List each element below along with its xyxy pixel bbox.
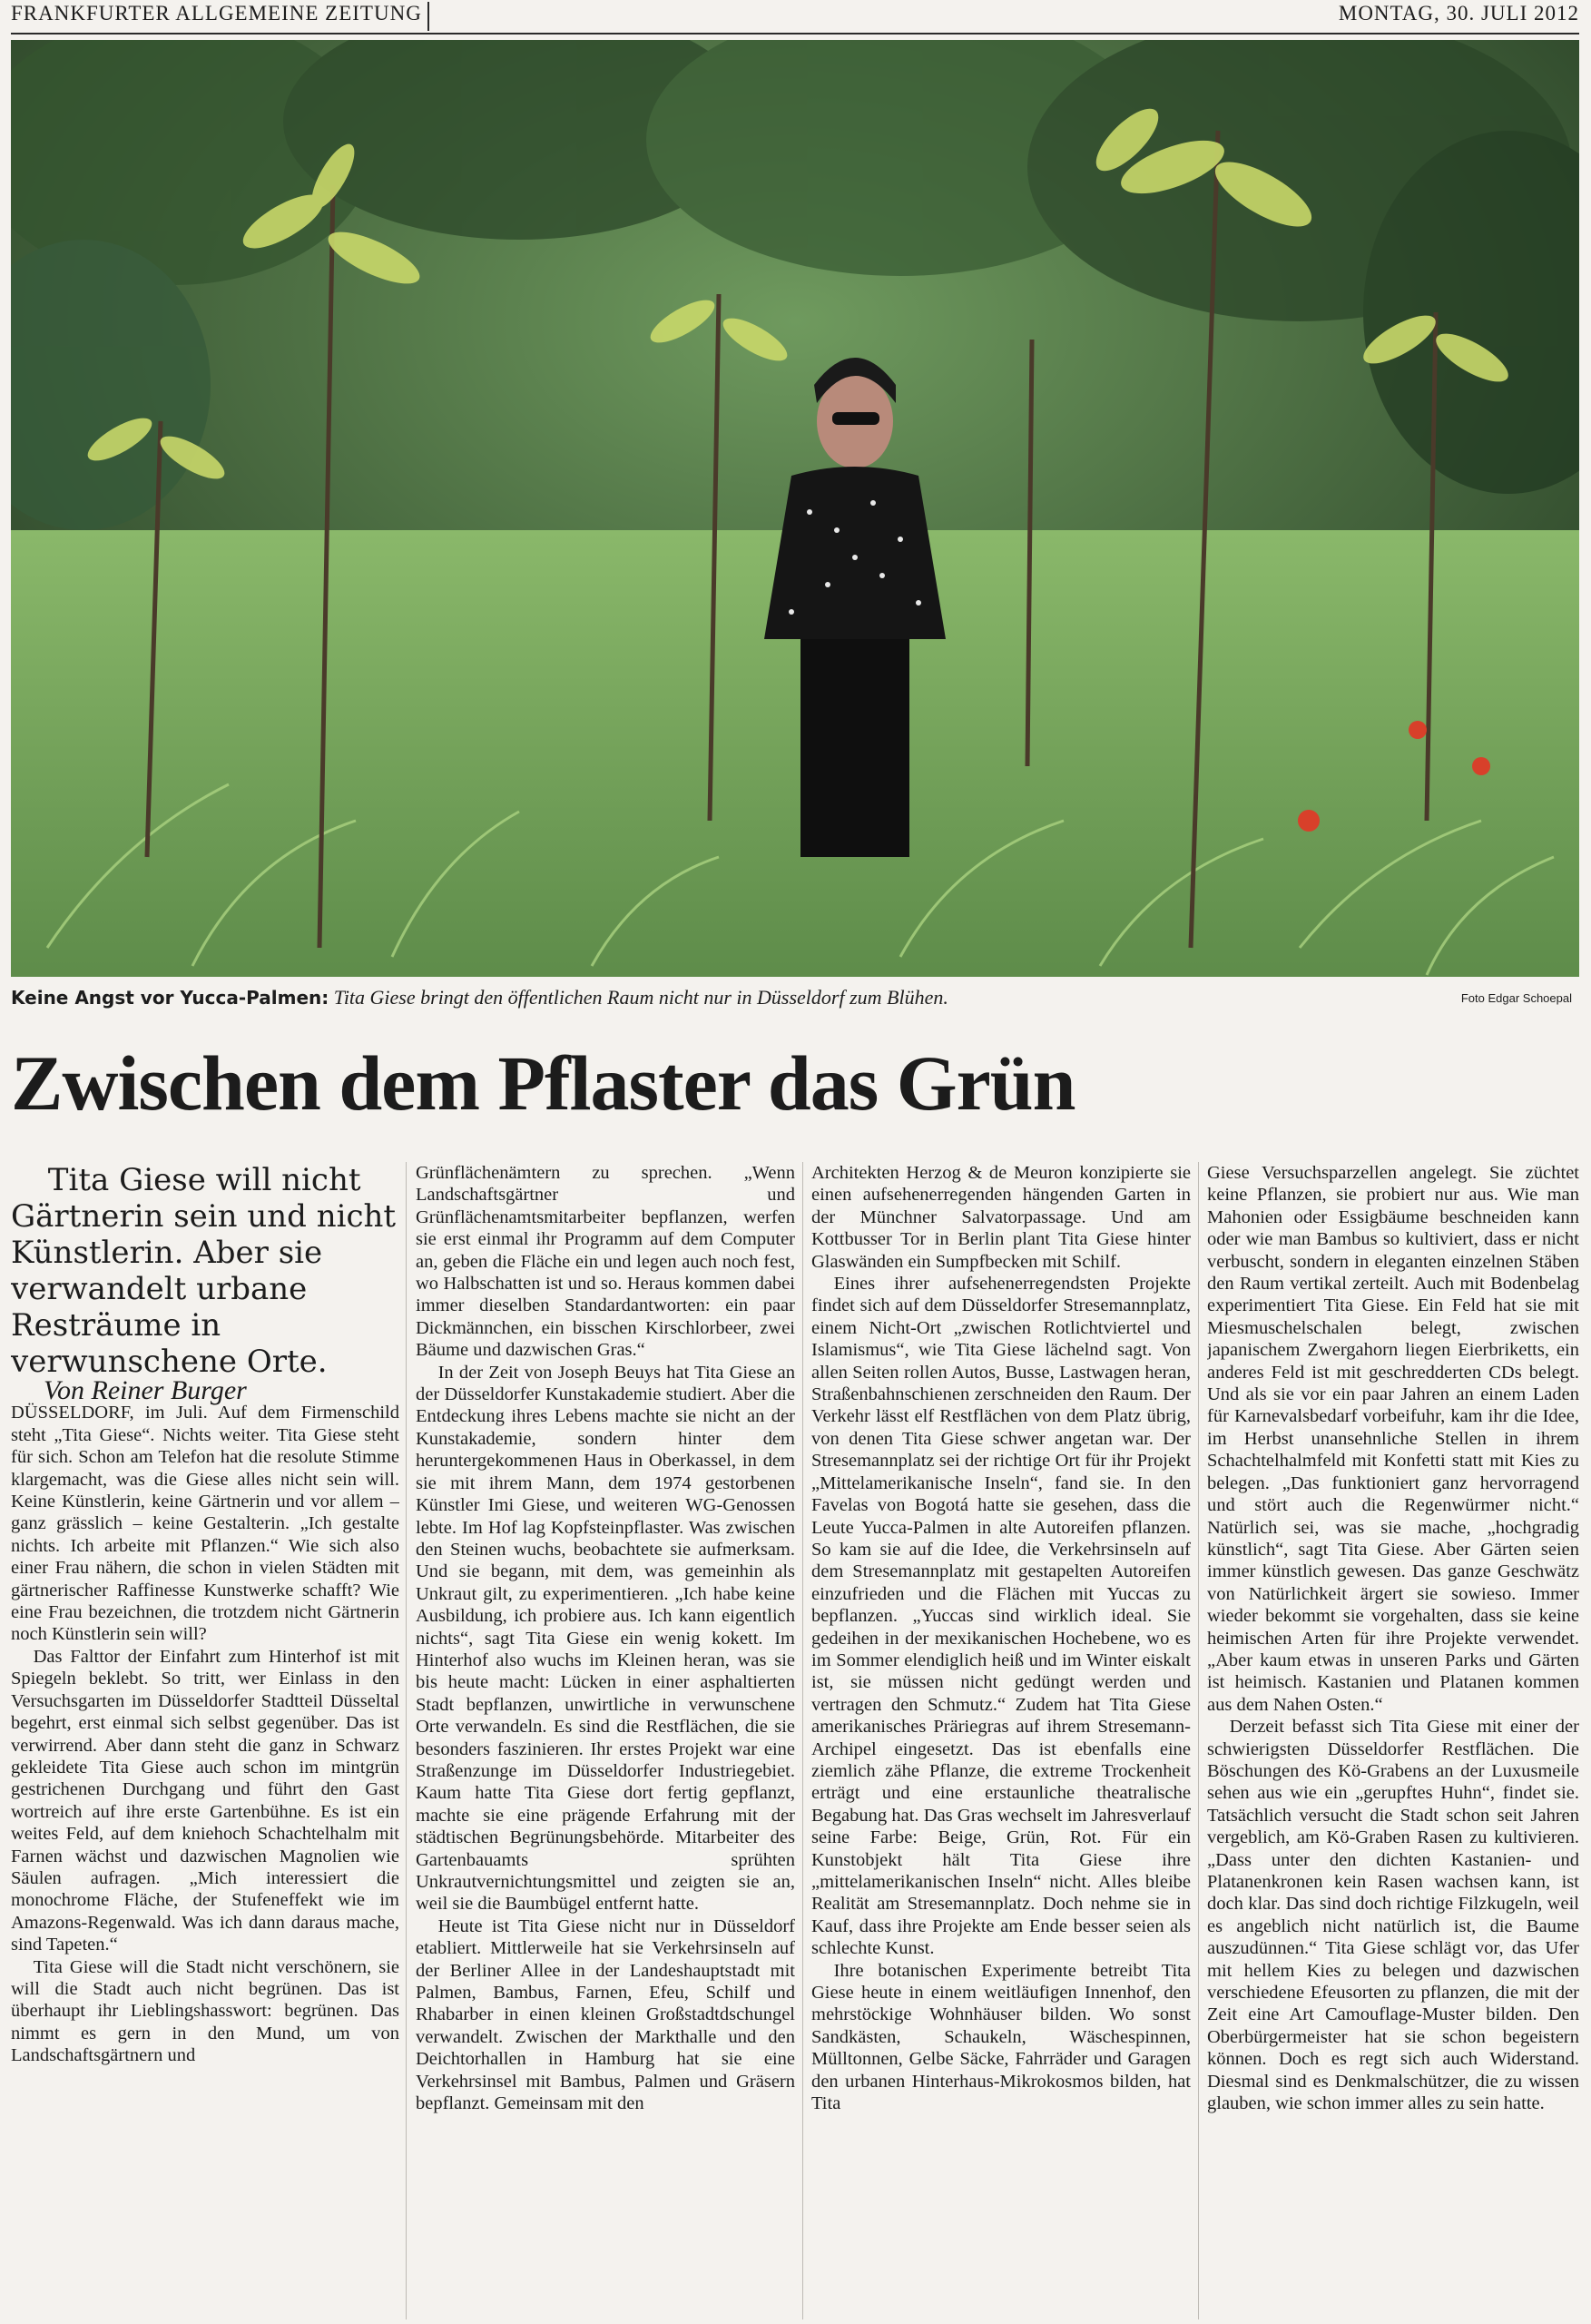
column-rule bbox=[802, 1162, 803, 2319]
garden-photo bbox=[11, 40, 1579, 977]
article-column-3 bbox=[811, 1162, 1191, 2319]
paragraph: Derzeit befasst sich Tita Giese mit einer der schwierigsten Düsseldorfer Restflächen. Die Böschungen des Kö-Grabens an der Luxusmeile sehen aus wie ein „gerupftes Huhn“, findet sie. Tatsächlich versucht die Stadt schon seit Jahren vergeblich, am Kö-Graben Rasen zu kultivieren. „Dass unter den dichten Kastanien- und Platanenkronen kein Rasen wachsen kann, ist doch klar. Das sind doch richtige Filzkugeln, weil es angeblich nicht natürlich ist, die Baume auszudünnen.“ Tita Giese schlägt vor, das Ufer mit hellem Kies zu belegen und dazwischen verschiedene Efeusorten zu pflanzen, die mit der Zeit eine Art Camouflage-Muster bilden. Den Oberbürgermeister hat sie schon begeistern können. Doch es regt sich auch Widerstand. Diesmal sind es Denkmalschützer, die zu wissen glauben, wie schon immer alles zu sein hatte. bbox=[1207, 1717, 1579, 2114]
article-headline: Zwischen dem Pflaster das Grün bbox=[11, 1039, 1075, 1127]
article-column-1 bbox=[11, 1162, 399, 2319]
paragraph: In der Zeit von Joseph Beuys hat Tita Giese an der Düsseldorfer Kunstakademie studiert. Aber die Entdeckung ihres Lebens machte sie nicht an der Kunstakademie, sondern hinter dem heruntergekommenen Haus in Oberkassel, in dem sie mit ihrem Mann, dem 1974 gestorbenen Künstler Imi Giese, und weiteren WG-Genossen lebte. Im Hof lag Kopfsteinpflaster. Was zwischen den Steinen wuchs, beobachtete sie aufmerksam. Und sie begann, mit dem, was gemeinhin als Unkraut gilt, zu experimentieren. „Ich habe keine Ausbildung, ich probiere aus. Ich kann eigentlich nichts“, sagt Tita Giese ein wenig kokett. Im Hinterhof also wuchs im Kleinen heran, was sie bis heute macht: Lücken in einer asphaltierten Stadt bepflanzen, unwirtliche in verwunschene Orte verwandeln. Es sind die Restflächen, die sie besonders faszinieren. Ihr erstes Projekt war eine Straßenzunge im Düsseldorfer Industriegebiet. Kaum hatte Tita Giese dort fertig gepflanzt, machte sie eine prägende Erfahrung mit der städtischen Begrünungsbehörde. Mitarbeiter des Gartenbauamts sprühten Unkrautvernichtungsmittel und zeigten sie an, weil sie die Baumbügel entfernt hatte. bbox=[416, 1362, 795, 1915]
masthead bbox=[11, 0, 1579, 34]
paragraph: Ihre botanischen Experimente betreibt Tita Giese heute in einem weitläufigen Innenhof, den mehrstöckige Wohnhäuser bilden. Wo sonst Sandkästen, Schaukeln, Wäschespinnen, Mülltonnen, Gelbe Säcke, Fahrräder und Garagen den urbanen Hinterhaus-Mikrokosmos bilden, hat Tita bbox=[811, 1960, 1191, 2114]
newspaper-name: FRANKFURTER ALLGEMEINE ZEITUNG bbox=[11, 2, 429, 31]
paragraph: Giese Versuchsparzellen angelegt. Sie züchtet keine Pflanzen, sie probiert nur aus. Wie man Mahonien oder Essigbäume beschneiden kann oder wie man Bambus so kultiviert, dass er nicht verbuscht, sondern in eleganten einzelnen Stäben den Raum vertikal zerteilt. Auch mit Bodenbelag experimentiert Tita Giese. Ein Feld hat sie mit Miesmuschelschalen belegt, zwischen japanischem Zwergahorn liegen Eierbriketts, ein anderes Feld ist mit geschredderten CDs belegt. Und als sie vor ein paar Jahren an einem Laden für Karnevalsbedarf vorbeifuhr, kam ihr die Idee, im Herbst unansehnliche Stellen in ihrem Schachtelhalmfeld mit Konfetti statt mit Kies zu belegen. „Das funktioniert ganz hervorragend und stört auch die Regenwürmer nicht.“ Natürlich sei, was sie mache, „hochgradig künstlich“, sagt Tita Giese. Aber Gärten seien immer künstlich gewesen. Das ganze Geschwätz von Natürlichkeit ärgert sie sowieso. Immer wieder bekommt sie vorgehalten, dass sie keine heimischen Arten für ihre Projekte verwendet. „Aber kaum etwas in unseren Parks und Gärten ist heimisch. Kastanien und Platanen kommen aus dem Nahen Osten.“ bbox=[1207, 1163, 1579, 1715]
issue-date: MONTAG, 30. JULI 2012 bbox=[1338, 2, 1579, 25]
column-rule bbox=[1198, 1162, 1199, 2319]
article-subtitle: Tita Giese will nicht Gärtnerin sein und nicht Künstlerin. Aber sie verwandelt urbane Resträume in verwunschene Orte. bbox=[11, 1162, 397, 1380]
article-column-2 bbox=[416, 1162, 795, 2319]
paragraph: Architekten Herzog & de Meuron konzipierte sie einen aufsehenerregenden hängenden Garten in der Münchner Salvatorpassage. Und am Kottbusser Tor in Berlin plant Tita Giese hinter Glaswänden ein Sumpfbecken mit Schilf. bbox=[811, 1163, 1191, 1272]
paragraph: Heute ist Tita Giese nicht nur in Düsseldorf etabliert. Mittlerweile hat sie Verkehrsinseln auf der Berliner Allee in der Landeshauptstadt mit Palmen, Bambus, Farnen, Efeu, Schilf und Rhabarber in einen kleinen Großstadtdschungel verwandelt. Zwischen der Markthalle und den Deichtorhallen in Hamburg hat sie eine Verkehrsinsel mit Bambus, Palmen und Gräsern bepflanzt. Gemeinsam mit den bbox=[416, 1915, 795, 2114]
garden-photo-illustration bbox=[11, 40, 1579, 977]
article-byline: Von Reiner Burger bbox=[44, 1375, 247, 1405]
caption-text: Tita Giese bringt den öffentlichen Raum nicht nur in Düsseldorf zum Blühen. bbox=[329, 986, 948, 1009]
paragraph: Tita Giese will die Stadt nicht verschönern, sie will die Stadt auch nicht begrünen. Das ist überhaupt ihr Lieblingshasswort: begrünen. Das nimmt es gern in den Mund, um von Landschaftsgärtnern und bbox=[11, 1956, 399, 2066]
paragraph: DÜSSELDORF, im Juli. Auf dem Firmenschild steht „Tita Giese“. Nichts weiter. Tita Giese steht für sich. Schon am Telefon hat die resolute Stimme klargemacht, was die Giese alles nicht sein will. Keine Künstlerin, keine Gärtnerin und vor allem – ganz grässlich – keine Gestalterin. „Ich gestalte nichts. Ich arbeite mit Pflanzen.“ Wie sich also einer Frau nähern, die schon in vielen Städten mit gärtnerischer Raffinesse Kunstwerke schafft? Wie eine Frau bezeichnen, die trotzdem nicht Gärtnerin noch Künstlerin sein will? bbox=[11, 1403, 399, 1645]
paragraph: Grünflächenämtern zu sprechen. „Wenn Landschaftsgärtner und Grünflächenamtsmitarbeiter bepflanzen, werfen sie erst einmal ihr Programm auf dem Computer an, geben die Fläche ein und legen auch noch fest, wo Halbschatten ist und so. Heraus kommen dabei immer dieselben Standardantworten: ein paar Dickmännchen, ein bisschen Kirschlorbeer, zwei Bäume und dazwischen Gras.“ bbox=[416, 1163, 795, 1361]
photo-credit: Foto Edgar Schoepal bbox=[1460, 991, 1572, 1005]
paragraph: Das Falttor der Einfahrt zum Hinterhof ist mit Spiegeln beklebt. So tritt, wer Einlass in den Versuchsgarten im Düsseldorfer Stadtteil Düsseltal begehrt, erst einmal sich selbst gegenüber. Das ist verwirrend. Aber dann steht die ganz in Schwarz gekleidete Tita Giese auch schon im mintgrün gestrichenen Durchgang und führt den Gast wortreich auf ihre erste Gartenbühne. Es ist ein weites Feld, auf dem kniehoch Schachtelhalm mit Farnen wächst und dazwischen Magnolien wie Säulen aufragen. „Mich interessiert die monochrome Fläche, der Stufeneffekt wie im Amazons-Regenwald. Was ich dann daraus mache, sind Tapeten.“ bbox=[11, 1646, 399, 1955]
column-rule bbox=[406, 1162, 407, 2319]
caption-lead: Keine Angst vor Yucca-Palmen: bbox=[11, 987, 329, 1009]
photo-caption bbox=[11, 986, 1579, 1017]
paragraph: Eines ihrer aufsehenerregendsten Projekte findet sich auf dem Düsseldorfer Stresemannplatz, einem Nicht-Ort „zwischen Rotlichtviertel und Islamismus“, wie Tita Giese lächelnd sagt. Von allen Seiten rollen Autos, Busse, Lastwagen heran, Straßenbahnschienen zerschneiden den Raum. Der Verkehr lässt elf Restflächen von dem Platz übrig, von denen Tita Giese schwer angetan war. Der Stresemannplatz sei der richtige Ort für ihr Projekt „Mittelamerikanische Inseln“, fand sie. In den Favelas von Bogotá hatte sie gesehen, dass die Leute Yucca-Palmen in alte Autoreifen pflanzen. So kam sie auf die Idee, die Verkehrsinseln auf dem Stresemannplatz mit gestapelten Autoreifen einzufrieden und die Flächen mit Yuccas zu bepflanzen. „Yuccas sind wirklich ideal. Sie gedeihen in der mexikanischen Hochebene, wo es im Sommer elendiglich heiß und im Winter eiskalt ist, sie müssen nicht gedüngt werden und vertragen den Schmutz.“ Zudem hat Tita Giese amerikanisches Präriegras auf ihrem Stresemann-Archipel eingesetzt. Das ist ebenfalls eine ziemlich zähe Pflanze, die extreme Trockenheit erträgt und eine erstaunliche theatralische Begabung hat. Das Gras wechselt im Jahresverlauf seine Farbe: Beige, Grün, Rot. Für ein Kunstobjekt hält Tita Giese ihre „mittelamerikanischen Inseln“ nicht. Alles bleibe Realität am Stresemannplatz. Doch nehme sie in Kauf, dass ihre Projekte am Ende besser seien als schlechte Kunst. bbox=[811, 1274, 1191, 1959]
article-column-4 bbox=[1207, 1162, 1579, 2319]
